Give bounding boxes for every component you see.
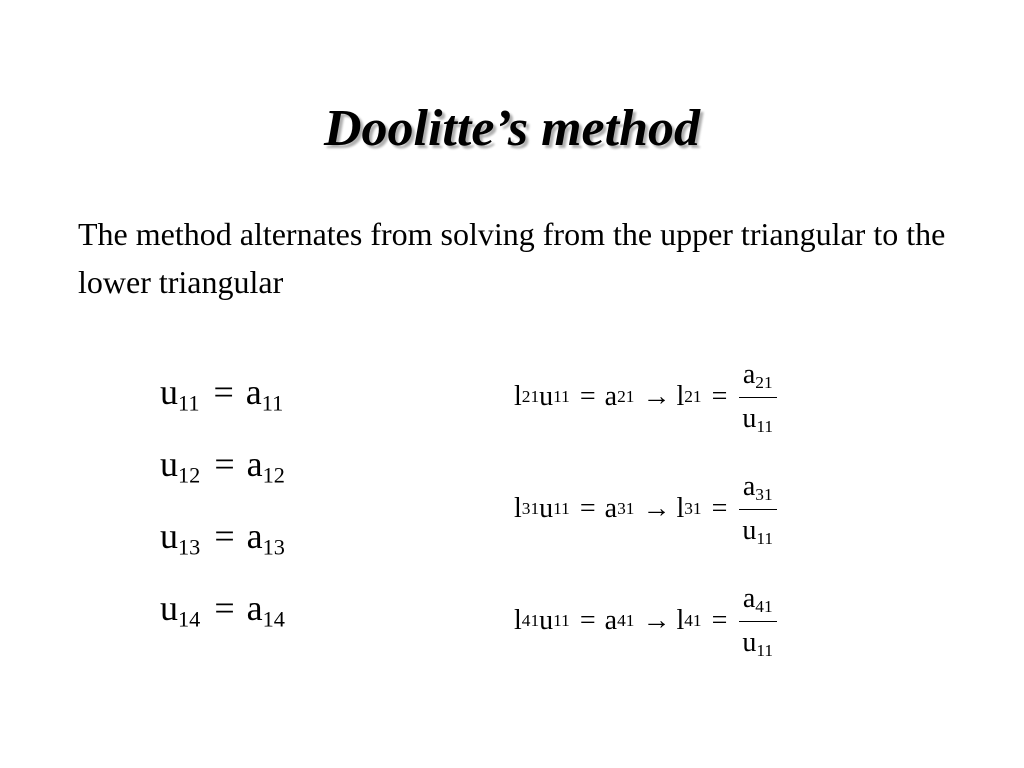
denominator-subscript: 11	[756, 529, 774, 548]
equation-u14	[160, 588, 285, 632]
denominator-subscript: 11	[756, 417, 774, 436]
u-variable: u	[539, 605, 554, 637]
equation-u11	[160, 372, 284, 416]
rhs-subscript: 12	[262, 462, 285, 488]
lhs-variable: u	[160, 588, 178, 628]
numerator-subscript: 21	[755, 373, 773, 393]
numerator-variable: a	[742, 359, 756, 390]
rhs-subscript: 11	[261, 390, 284, 416]
denominator-variable: u	[742, 626, 757, 658]
lhs-subscript: 14	[178, 606, 201, 632]
fraction-denominator	[738, 398, 777, 435]
u-variable: u	[539, 493, 554, 525]
denominator-variable: u	[742, 402, 757, 434]
equals-sign: =	[711, 493, 728, 525]
equation-l21: l 21 u 11 = a 21 → l 21 = $\frac{a_{21}}{u_{11}}$	[514, 360, 777, 435]
numerator-subscript: 31	[755, 485, 773, 505]
equation-u13	[160, 516, 285, 560]
rhs-variable: a	[246, 444, 263, 484]
implies-arrow-icon: →	[642, 381, 671, 413]
denominator-subscript: 11	[756, 641, 774, 660]
fraction-denominator	[738, 622, 777, 659]
equals-sign: =	[214, 444, 235, 484]
l-variable: l	[676, 605, 685, 637]
equals-sign: =	[711, 605, 728, 637]
fraction-numerator	[739, 584, 777, 622]
u-variable: u	[539, 381, 554, 413]
rhs-variable: a	[246, 516, 263, 556]
slide-title: Doolitte’s method	[323, 100, 700, 157]
fraction-numerator	[739, 360, 777, 398]
l-variable: l	[676, 493, 685, 525]
intro-text: The method alternates from solving from the upper triangular to the lower triangular	[78, 216, 946, 300]
lhs-variable: u	[160, 372, 178, 412]
equation-l41: l 41 u 11 = a 41 → l 41 = $\frac{a_{41}}{u_{11}}$	[514, 584, 777, 659]
fraction	[738, 584, 777, 659]
equation-u12	[160, 444, 285, 488]
fraction-denominator	[738, 510, 777, 547]
fraction	[738, 360, 777, 435]
equals-sign: =	[579, 381, 596, 413]
a-variable: a	[604, 381, 618, 413]
equals-sign: =	[214, 516, 235, 556]
lhs-subscript: 11	[178, 390, 200, 416]
a-variable: a	[604, 493, 618, 525]
l-variable: l	[514, 381, 522, 413]
lhs-subscript: 12	[178, 462, 201, 488]
lhs-variable: u	[160, 516, 178, 556]
fraction	[738, 472, 777, 547]
rhs-variable: a	[246, 588, 263, 628]
rhs-variable: a	[245, 372, 262, 412]
equals-sign: =	[214, 588, 235, 628]
implies-arrow-icon: →	[642, 493, 671, 525]
a-variable: a	[604, 605, 618, 637]
equals-sign: =	[213, 372, 234, 412]
equation-l31: l 31 u 11 = a 31 → l 31 = $\frac{a_{31}}{u_{11}}$	[514, 472, 777, 547]
rhs-subscript: 14	[262, 606, 285, 632]
equals-sign: =	[579, 605, 596, 637]
implies-arrow-icon: →	[642, 605, 671, 637]
numerator-variable: a	[742, 471, 756, 502]
fraction-numerator	[739, 472, 777, 510]
l-variable: l	[514, 493, 522, 525]
l-variable: l	[676, 381, 685, 413]
rhs-subscript: 13	[262, 534, 285, 560]
numerator-subscript: 41	[755, 597, 773, 617]
denominator-variable: u	[742, 514, 757, 546]
numerator-variable: a	[742, 583, 756, 614]
equals-sign: =	[579, 493, 596, 525]
l-variable: l	[514, 605, 522, 637]
lhs-variable: u	[160, 444, 178, 484]
lhs-subscript: 13	[178, 534, 201, 560]
equals-sign: =	[711, 381, 728, 413]
